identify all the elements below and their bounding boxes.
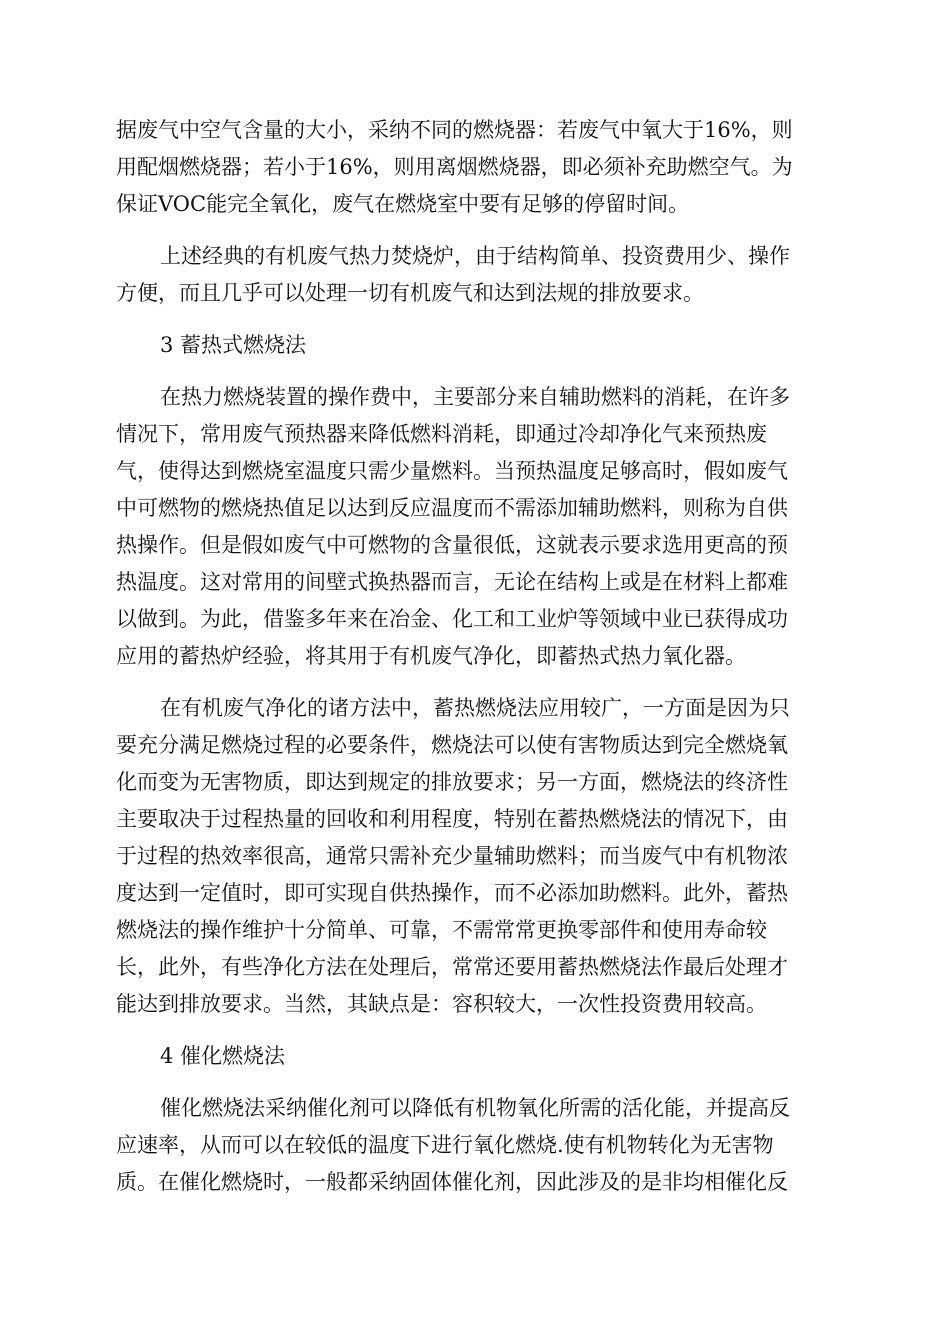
- text-line: 热温度。这对常用的间壁式换热器而言，无论在结构上或是在材料上都难: [116, 570, 788, 594]
- text-line: 在热力燃烧装置的操作费中，主要部分来自辅助燃料的消耗，在许多: [160, 385, 790, 409]
- text-line: 中可燃物的燃烧热值足以达到反应温度而不需添加辅助燃料，则称为自供: [116, 496, 788, 520]
- text-line: 热操作。但是假如废气中可燃物的含量很低，这就表示要求选用更高的预: [116, 533, 788, 557]
- paragraph-burner-selection: [116, 112, 836, 223]
- section-heading-regenerative: 3 蓄热式燃烧法: [160, 333, 307, 357]
- paragraph-thermal-incinerator: [116, 238, 836, 312]
- text-line: 能达到排放要求。当然，其缺点是：容积较大，一次性投资费用较高。: [116, 992, 767, 1016]
- text-line: 情况下，常用废气预热器来降低燃料消耗，即通过冷却净化气来预热废: [116, 422, 767, 446]
- text-line: 质。在催化燃烧时，一般都采纳固体催化剂，因此涉及的是非均相催化反: [116, 1170, 788, 1194]
- text-line: 主要取决于过程热量的回收和利用程度，特别在蓄热燃烧法的情况下，由: [116, 807, 788, 831]
- text-line: 用配烟燃烧器；若小于16%，则用离烟燃烧器，即必须补充助燃空气。为: [116, 155, 793, 179]
- text-line: 气，使得达到燃烧室温度只需少量燃料。当预热温度足够高时，假如废气: [116, 459, 788, 483]
- section-heading-catalytic: 4 催化燃烧法: [160, 1044, 286, 1068]
- document-body: [116, 112, 836, 1216]
- text-line: 上述经典的有机废气热力焚烧炉，由于结构简单、投资费用少、操作: [160, 244, 790, 268]
- text-line: 应用的蓄热炉经验，将其用于有机废气净化，即蓄热式热力氧化器。: [116, 644, 746, 668]
- text-line: 度达到一定值时，即可实现自供热操作，而不必添加助燃料。此外，蓄热: [116, 881, 788, 905]
- text-line: 保证VOC能完全氧化，废气在燃烧室中要有足够的停留时间。: [116, 192, 690, 216]
- text-line: 以做到。为此，借鉴多年来在冶金、化工和工业炉等领域中业已获得成功: [116, 607, 788, 631]
- text-line: 长，此外，有些净化方法在处理后，常常还要用蓄热燃烧法作最后处理才: [116, 955, 788, 979]
- text-line: 方便，而且几乎可以处理一切有机废气和达到法规的排放要求。: [116, 281, 704, 305]
- paragraph-regenerative-intro: [116, 379, 836, 675]
- paragraph-regenerative-advantages: [116, 690, 836, 1023]
- text-line: 化而变为无害物质，即达到规定的排放要求；另一方面，燃烧法的终济性: [116, 770, 788, 794]
- text-line: 催化燃烧法采纳催化剂可以降低有机物氧化所需的活化能，并提高反: [160, 1096, 790, 1120]
- text-line: 要充分满足燃烧过程的必要条件，燃烧法可以使有害物质达到完全燃烧氧: [116, 733, 788, 757]
- text-line: 应速率，从而可以在较低的温度下进行氧化燃烧.使有机物转化为无害物: [116, 1133, 774, 1157]
- text-line: 在有机废气净化的诸方法中，蓄热燃烧法应用较广，一方面是因为只: [160, 696, 790, 720]
- paragraph-catalytic-intro: [116, 1090, 836, 1201]
- text-line: 据废气中空气含量的大小，采纳不同的燃烧器：若废气中氧大于16%，则: [116, 118, 793, 142]
- text-line: 燃烧法的操作维护十分简单、可靠，不需常常更换零部件和使用寿命较: [116, 918, 767, 942]
- text-line: 于过程的热效率很高，通常只需补充少量辅助燃料；而当废气中有机物浓: [116, 844, 788, 868]
